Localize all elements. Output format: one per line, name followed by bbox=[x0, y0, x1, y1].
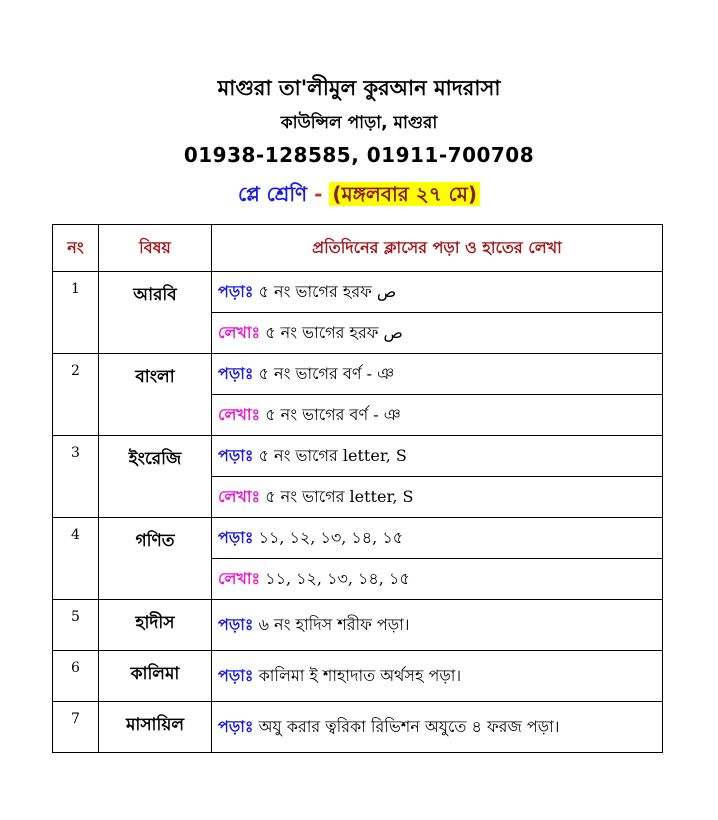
madrasa-address: কাউন্সিল পাড়া, মাগুরা bbox=[280, 113, 438, 133]
row-subject: কালিমা bbox=[99, 651, 212, 702]
phone-numbers: 01938-128585, 01911-700708 bbox=[183, 143, 535, 167]
table-row bbox=[53, 272, 663, 313]
read-label: পড়াঃ bbox=[218, 716, 254, 736]
read-text: ৬ নং হাদিস শরীফ পড়া। bbox=[258, 614, 410, 634]
write-cell bbox=[212, 395, 663, 436]
read-text: ৫ নং ভাগের বর্ণ - ঞ bbox=[258, 363, 394, 383]
header-subject: বিষয় bbox=[99, 225, 212, 272]
read-cell bbox=[212, 354, 663, 395]
date-highlight: (মঙ্গলবার ২৭ মে) bbox=[329, 182, 480, 206]
read-label: পড়াঃ bbox=[218, 527, 254, 547]
separator: - bbox=[314, 182, 323, 206]
row-subject: গণিত bbox=[99, 518, 212, 600]
read-label: পড়াঃ bbox=[218, 614, 254, 634]
row-number: 3 bbox=[53, 436, 99, 518]
table-row bbox=[53, 702, 663, 753]
table-row bbox=[53, 651, 663, 702]
table-header-row bbox=[53, 225, 663, 272]
write-text: ৫ নং ভাগের বর্ণ - ঞ bbox=[265, 404, 401, 424]
read-cell bbox=[212, 436, 663, 477]
class-name: প্লে শ্রেণি bbox=[237, 182, 308, 206]
madrasa-title: মাগুরা তা'লীমুল কুরআন মাদরাসা bbox=[217, 76, 501, 100]
read-cell bbox=[212, 600, 663, 651]
write-cell bbox=[212, 477, 663, 518]
write-label: লেখাঃ bbox=[218, 404, 261, 424]
read-label: পড়াঃ bbox=[218, 665, 254, 685]
row-number: 6 bbox=[53, 651, 99, 702]
row-subject: মাসায়িল bbox=[99, 702, 212, 753]
write-cell bbox=[212, 559, 663, 600]
read-label: পড়াঃ bbox=[218, 281, 254, 301]
write-label: লেখাঃ bbox=[218, 322, 261, 342]
row-number: 7 bbox=[53, 702, 99, 753]
table-row bbox=[53, 436, 663, 477]
read-cell bbox=[212, 272, 663, 313]
read-text: ৫ নং ভাগের হরফ ص bbox=[258, 281, 397, 301]
row-number: 5 bbox=[53, 600, 99, 651]
row-subject: আরবি bbox=[99, 272, 212, 354]
read-cell bbox=[212, 651, 663, 702]
read-label: পড়াঃ bbox=[218, 363, 254, 383]
read-cell bbox=[212, 518, 663, 559]
row-number: 2 bbox=[53, 354, 99, 436]
read-text: ১১, ১২, ১৩, ১৪, ১৫ bbox=[258, 527, 404, 547]
row-number: 1 bbox=[53, 272, 99, 354]
row-subject: হাদীস bbox=[99, 600, 212, 651]
class-date-line bbox=[0, 180, 718, 213]
write-label: লেখাঃ bbox=[218, 568, 261, 588]
read-text: অযু করার ত্বরিকা রিভিশন অযুতে ৪ ফরজ পড়া। bbox=[258, 716, 560, 736]
write-text: ১১, ১২, ১৩, ১৪, ১৫ bbox=[265, 568, 410, 588]
table-row bbox=[53, 518, 663, 559]
header-content: প্রতিদিনের ক্লাসের পড়া ও হাতের লেখা bbox=[212, 225, 663, 272]
row-subject: ইংরেজি bbox=[99, 436, 212, 518]
read-label: পড়াঃ bbox=[218, 445, 254, 465]
write-text: ৫ নং ভাগের letter, S bbox=[265, 486, 414, 506]
lesson-table bbox=[52, 224, 663, 753]
row-subject: বাংলা bbox=[99, 354, 212, 436]
table-body bbox=[53, 272, 663, 753]
write-cell bbox=[212, 313, 663, 354]
table-row bbox=[53, 354, 663, 395]
write-label: লেখাঃ bbox=[218, 486, 261, 506]
table-row bbox=[53, 600, 663, 651]
header-num: নং bbox=[53, 225, 99, 272]
read-text: ৫ নং ভাগের letter, S bbox=[258, 445, 407, 465]
read-text: কালিমা ই শাহাদাত অর্থসহ পড়া। bbox=[258, 665, 462, 685]
write-text: ৫ নং ভাগের হরফ ص bbox=[265, 322, 403, 342]
read-cell bbox=[212, 702, 663, 753]
row-number: 4 bbox=[53, 518, 99, 600]
